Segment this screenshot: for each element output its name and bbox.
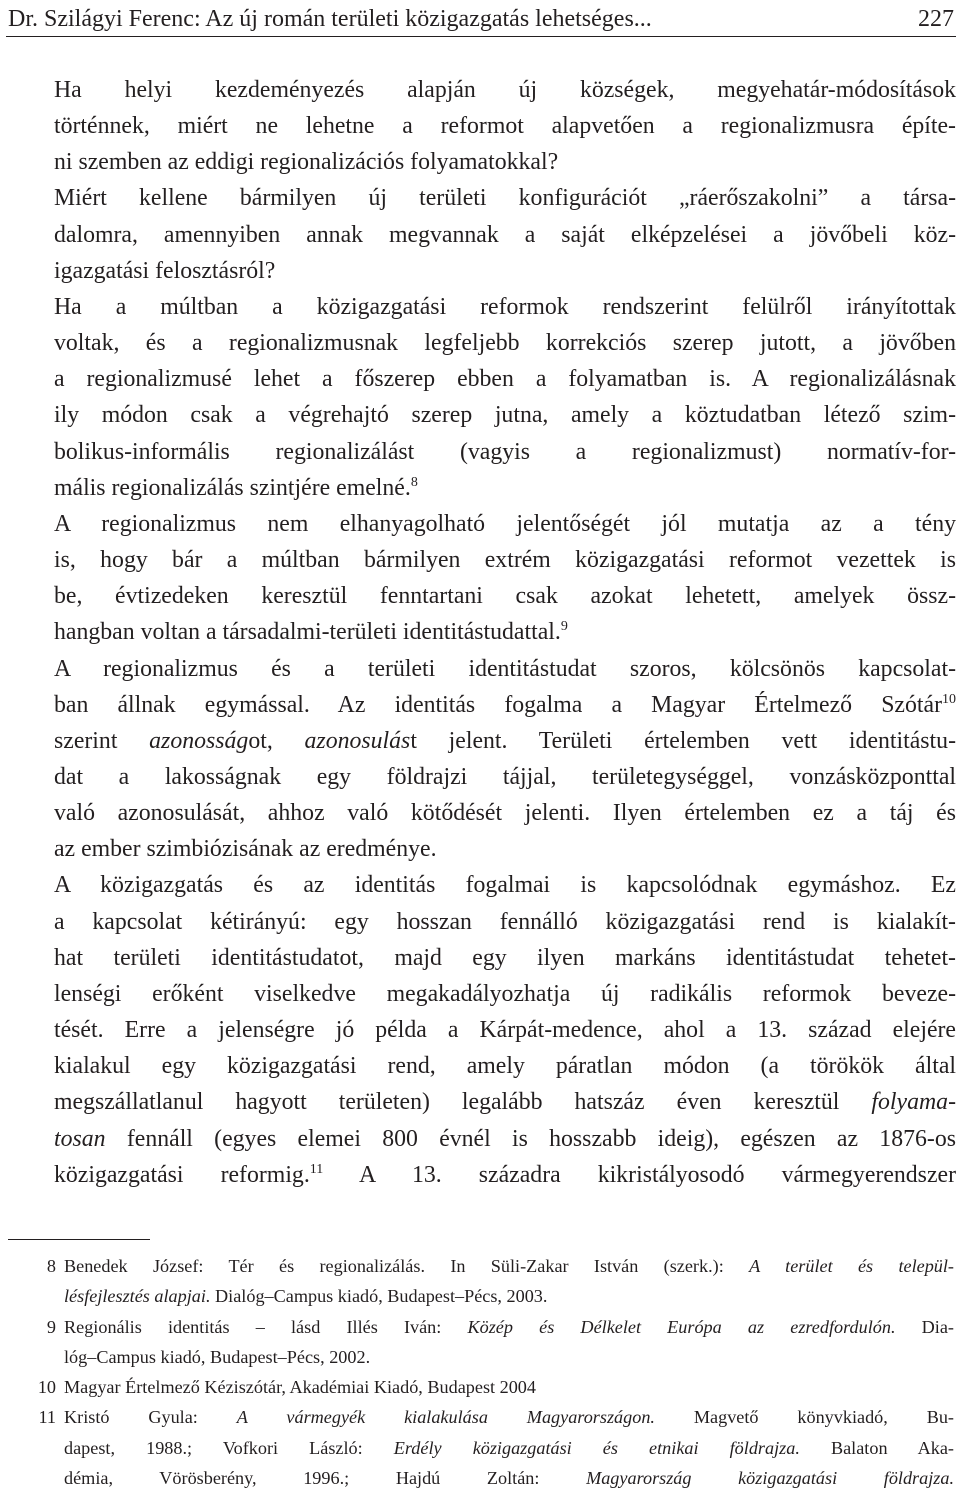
text-line: igazgatási felosztásról? <box>54 257 276 284</box>
text-line: voltak, és a regionalizmusnak legfeljebb korrekciós szerep jutott, a jövőben <box>54 330 956 357</box>
footnote-number: 10 <box>37 1377 56 1398</box>
text-run: fennáll (egyes elemei 800 évnél is hosszabb ideig), egészen az 1876-os <box>105 1125 956 1152</box>
italic-term: azonosulás <box>304 727 411 754</box>
paragraph-5 <box>8 651 956 868</box>
footnote-text <box>64 1372 954 1402</box>
italic-term: tosan <box>54 1125 106 1152</box>
text-line: lóg–Campus kiadó, Budapest–Pécs, 2002. <box>64 1346 371 1367</box>
text-line: lenségi erőként viselkedve megakadályozhatja új radikális reformok beveze- <box>54 980 956 1007</box>
text-line <box>64 1402 954 1432</box>
text-line <box>64 1312 954 1342</box>
text-line: Miért kellene bármilyen új területi konfigurációt „ráerőszakolni” a társa- <box>54 185 956 212</box>
text-run: Benedek József: Tér és regionalizálás. In Süli-Zakar István (szerk.): <box>64 1256 750 1276</box>
page-number: 227 <box>918 6 954 32</box>
text-line: a regionalizmusé lehet a főszerep ebben a folyamatban is. A regionalizálásnak <box>54 366 956 393</box>
text-line: Ha helyi kezdeményezés alapján új községek, megyehatár-módosítások <box>54 77 956 103</box>
footnote-9 <box>8 1312 956 1373</box>
text-run: hangban voltan a társadalmi-területi identitástudattal. <box>54 619 561 646</box>
footnote-ref-9: 9 <box>560 619 568 635</box>
text-run: ot, <box>248 727 305 754</box>
italic-title: Magyarország közigazgatási földrajza. <box>586 1468 955 1489</box>
text-line <box>8 1121 956 1157</box>
italic-title: Erdély közigazgatási és etnikai földrajza. <box>393 1437 800 1458</box>
text-line: Ha a múltban a közigazgatási reformok rendszerint felülről irányítottak <box>54 293 956 320</box>
footnote-number: 9 <box>46 1316 56 1337</box>
text-line: bolikus-informális regionalizálást (vagyis a regionalizmust) normatív-for- <box>54 438 956 465</box>
text-line: ni szemben az eddigi regionalizációs folyamatokkal? <box>54 149 559 176</box>
text-run: mális regionalizálás szintjére emelné. <box>54 474 411 501</box>
text-line <box>64 1251 954 1281</box>
italic-term: azonosság <box>149 727 249 754</box>
footnote-ref-11: 11 <box>309 1161 324 1177</box>
text-line: való azonosulását, ahhoz való kötődését jelenti. Ilyen értelemben ez a táj és <box>54 800 956 827</box>
paragraph-4 <box>8 506 956 651</box>
text-line <box>8 1157 956 1193</box>
footnote-ref-8: 8 <box>410 474 418 490</box>
footnote-10 <box>8 1372 956 1402</box>
paragraph-3 <box>8 289 956 506</box>
text-line: A regionalizmus nem elhanyagolható jelentőségét jól mutatja az a tény <box>54 510 956 537</box>
text-run: démia, Vörösberény, 1996.; Hajdú Zoltán: <box>64 1468 587 1489</box>
footnotes <box>8 1251 956 1493</box>
text-run: Magvető könyvkiadó, Bu- <box>654 1407 954 1428</box>
footnote-8 <box>8 1251 956 1312</box>
text-run: szerint <box>54 727 150 754</box>
text-run: A 13. századra kikristályosodó vármegyerendszer <box>323 1161 956 1188</box>
footnote-number: 8 <box>46 1256 56 1276</box>
footnote-divider <box>8 1239 150 1240</box>
text-run: dapest, 1988.; Vofkori László: <box>64 1437 394 1458</box>
paragraph-6 <box>8 867 956 1192</box>
text-run: Balaton Aka- <box>799 1437 954 1458</box>
text-line <box>64 1433 954 1463</box>
text-line: a kapcsolat kétirányú: egy hosszan fennálló közigazgatási rend is kialakít- <box>54 908 956 935</box>
italic-title: lésfejlesztés alapjai. <box>64 1286 211 1307</box>
text-run: Dia- <box>895 1316 954 1337</box>
text-run: Regionális identitás – lásd Illés Iván: <box>64 1316 468 1337</box>
italic-title: A vármegyék kialakulása Magyarországon. <box>236 1407 655 1428</box>
text-line <box>8 470 956 506</box>
text-run: t jelent. Területi értelemben vett identitástu- <box>410 727 956 754</box>
text-line <box>8 1084 956 1120</box>
body-text <box>8 72 956 1193</box>
text-line: történnek, miért ne lehetne a reformot alapvetően a regionalizmusra építe- <box>54 113 956 140</box>
paragraph-2 <box>8 180 956 288</box>
text-line: dalomra, amennyiben annak megvannak a saját elképzelései a jövőbeli köz- <box>54 221 956 248</box>
running-header <box>6 2 956 37</box>
text-line <box>64 1281 954 1311</box>
running-title: Dr. Szilágyi Ferenc: Az új román területi közigazgatás lehetséges... <box>8 6 652 32</box>
text-line: tését. Erre a jelenségre jó példa a Kárpát-medence, ahol a 13. század elejére <box>54 1017 956 1044</box>
text-run: Kristó Gyula: <box>64 1407 237 1428</box>
footnote-ref-10: 10 <box>942 691 956 707</box>
footnote-text <box>64 1251 954 1312</box>
text-line: dat a lakosságnak egy földrajzi tájjal, területegységgel, vonzásközponttal <box>54 763 956 790</box>
text-line <box>64 1463 954 1493</box>
footnote-text <box>64 1402 954 1493</box>
text-run: közigazgatási reformig. <box>54 1161 310 1188</box>
text-line: A regionalizmus és a területi identitástudat szoros, kölcsönös kapcsolat- <box>54 655 956 682</box>
text-run: megszállatlanul hagyott területen) legalább hatszáz éven keresztül <box>54 1089 872 1116</box>
text-line <box>8 723 956 759</box>
text-line <box>8 614 956 650</box>
text-line: hat területi identitástudatot, majd egy ilyen markáns identitástudat tehetet- <box>54 944 956 971</box>
footnote-number: 11 <box>38 1407 56 1428</box>
text-line: az ember szimbiózisának az eredménye. <box>54 836 437 863</box>
text-run: ban állnak egymással. Az identitás fogalma a Magyar Értelmező Szótár <box>54 691 942 718</box>
italic-title: Közép és Délkelet Európa az ezredfordulón. <box>467 1316 896 1337</box>
paragraph-1 <box>8 72 956 180</box>
text-line: A közigazgatás és az identitás fogalmai is kapcsolódnak egymáshoz. Ez <box>54 872 956 899</box>
italic-title: A terület és települ- <box>749 1256 954 1276</box>
text-line: be, évtizedeken keresztül fenntartani csak azokat lehetett, amelyek össz- <box>54 583 956 610</box>
text-line: kialakul egy közigazgatási rend, amely páratlan módon (a törökök által <box>54 1053 956 1080</box>
text-run: Dialóg–Campus kiadó, Budapest–Pécs, 2003. <box>210 1286 548 1307</box>
text-line: ily módon csak a végrehajtó szerep jutna, amely a köztudatban létező szim- <box>54 402 956 429</box>
footnote-text <box>64 1312 954 1373</box>
footnote-11 <box>8 1402 956 1493</box>
text-line: Magyar Értelmező Kéziszótár, Akadémiai Kiadó, Budapest 2004 <box>64 1377 536 1398</box>
italic-term: folyama- <box>871 1089 956 1116</box>
text-line <box>8 687 956 723</box>
text-line: is, hogy bár a múltban bármilyen extrém közigazgatási reformot vezettek is <box>54 547 956 574</box>
